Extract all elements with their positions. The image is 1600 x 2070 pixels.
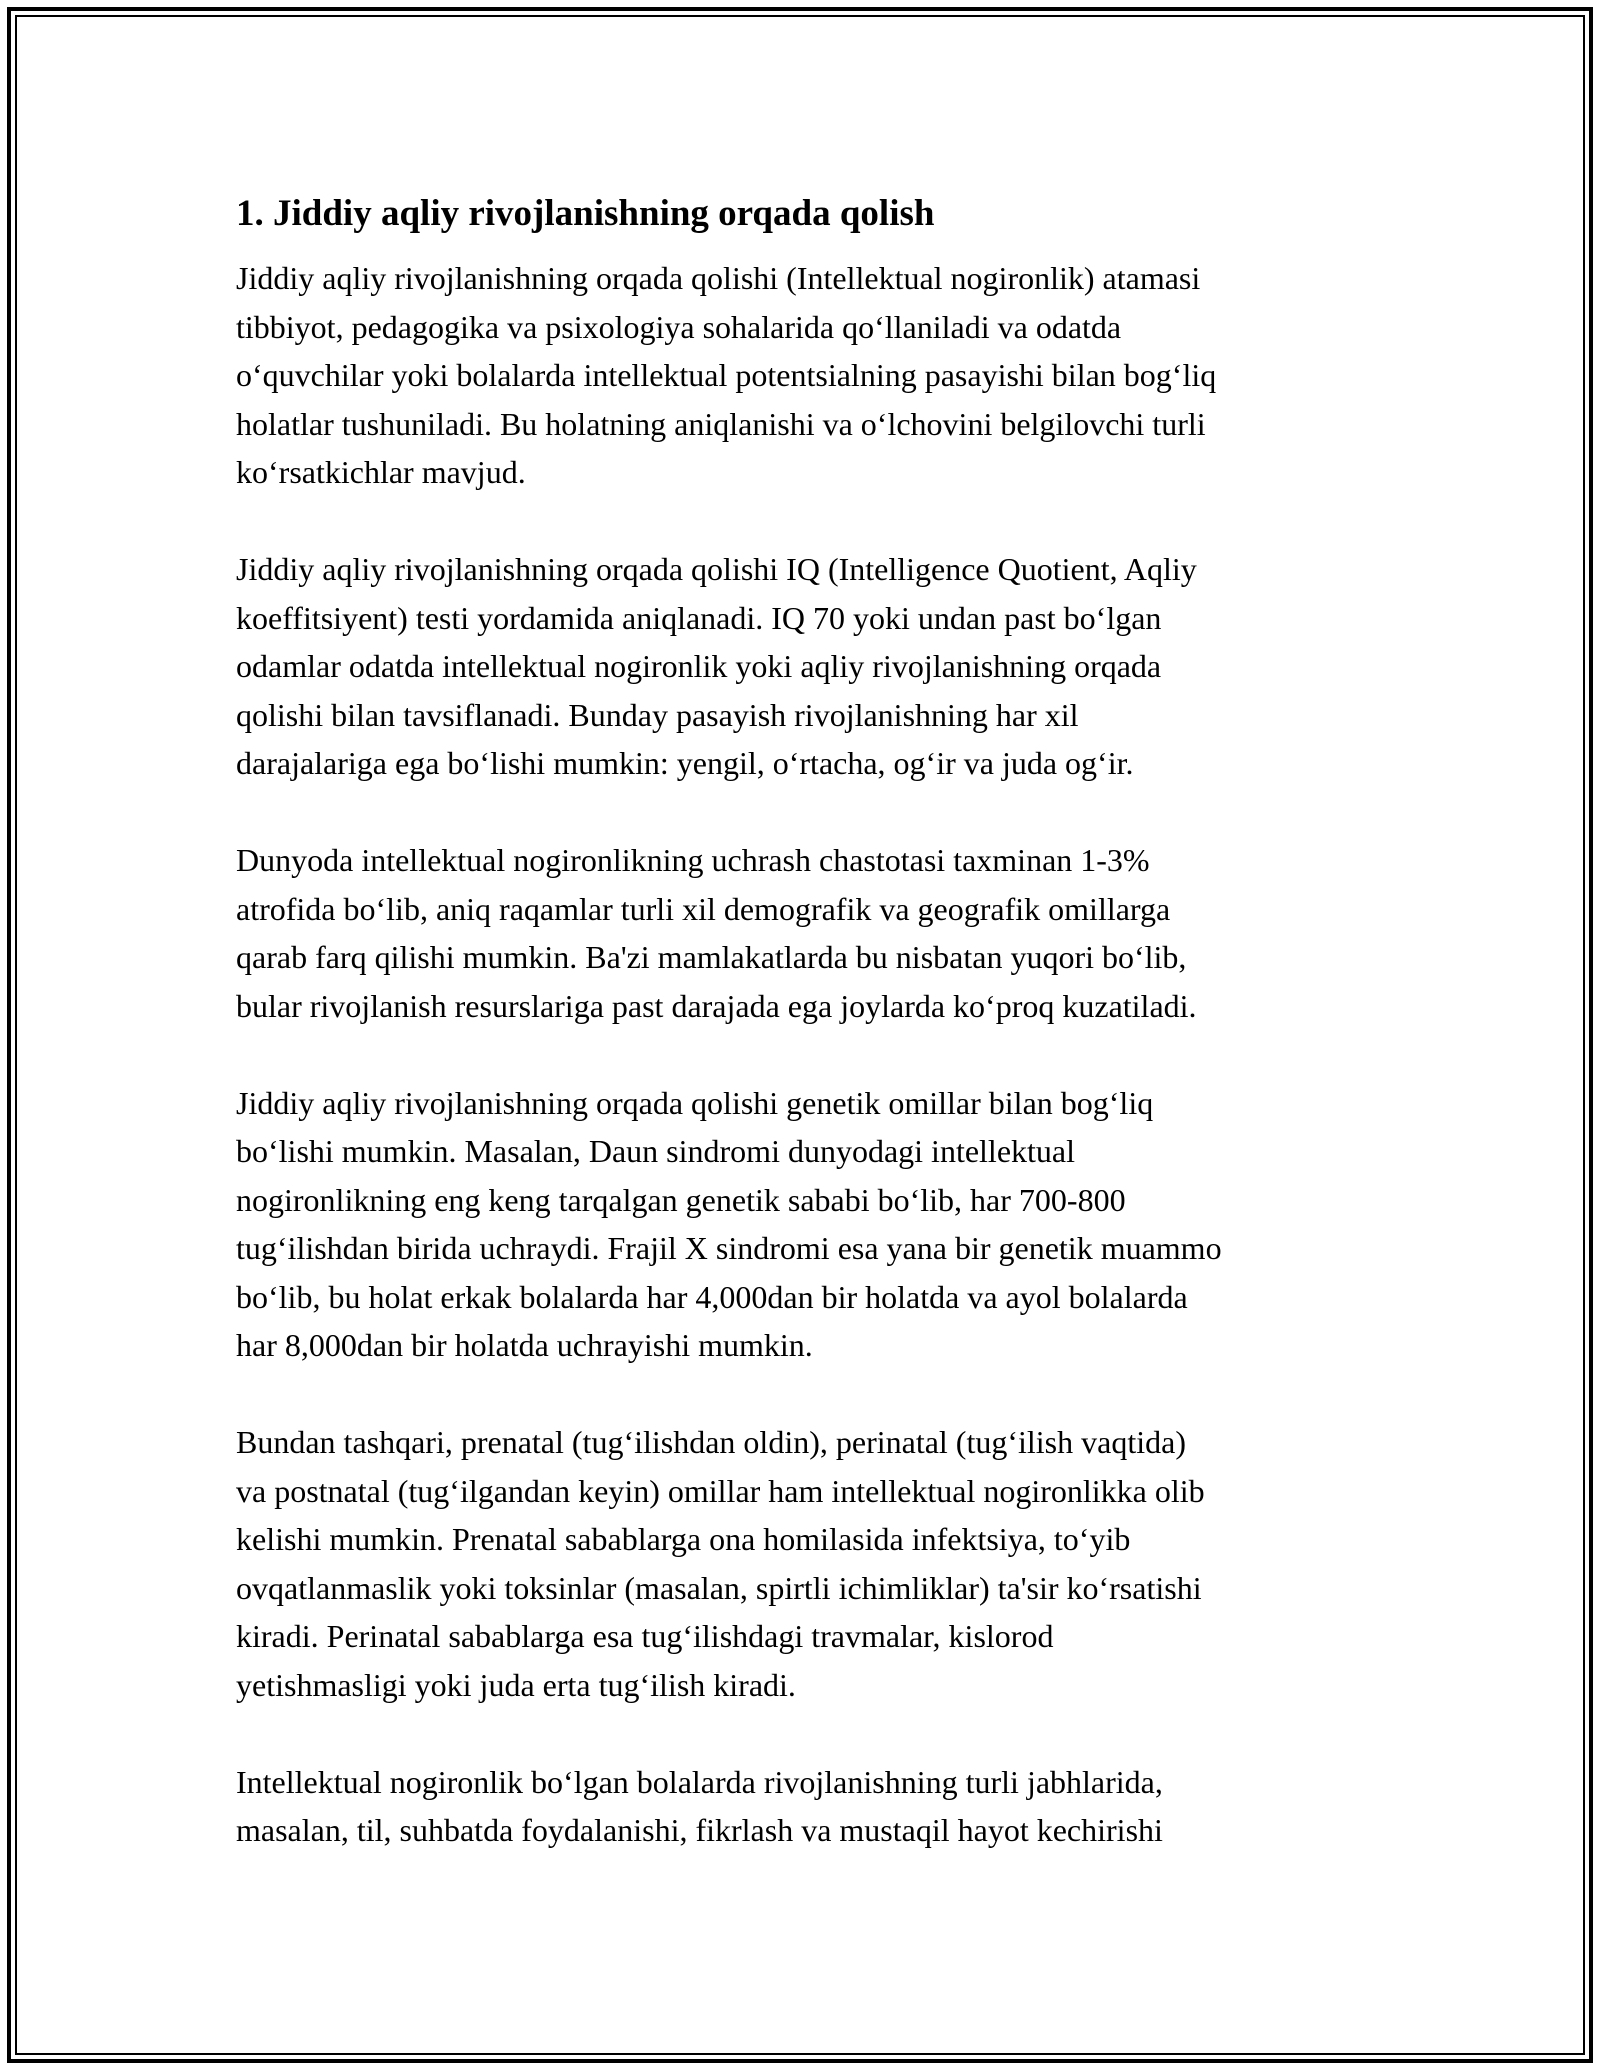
text-line: masalan, til, suhbatda foydalanishi, fikrlash va mustaqil hayot kechirishi <box>236 1812 1163 1848</box>
text-line: atrofida bo‘lib, aniq raqamlar turli xil demografik va geografik omillarga <box>236 890 1171 927</box>
text-line: Dunyoda intellektual nogironlikning uchrash chastotasi taxminan 1-3% <box>236 842 1150 878</box>
text-line: darajalariga ega bo‘lishi mumkin: yengil, o‘rtacha, og‘ir va juda og‘ir. <box>236 745 1134 781</box>
text-line: odamlar odatda intellektual nogironlik yoki aqliy rivojlanishning orqada <box>236 648 1162 684</box>
text-line: ko‘rsatkichlar mavjud. <box>236 454 526 490</box>
text-line: kelishi mumkin. Prenatal sabablarga ona homilasida infektsiya, to‘yib <box>236 1521 1131 1557</box>
document-body <box>236 186 1386 1903</box>
text-line: Jiddiy aqliy rivojlanishning orqada qolishi (Intellektual nogironlik) atamasi <box>236 260 1201 296</box>
text-line: qarab farq qilishi mumkin. Ba'zi mamlakatlarda bu nisbatan yuqori bo‘lib, <box>236 939 1187 975</box>
text-line: qolishi bilan tavsiflanadi. Bunday pasayish rivojlanishning har xil <box>236 696 1079 733</box>
text-line: ovqatlanmaslik yoki toksinlar (masalan, spirtli ichimliklar) ta'sir ko‘rsatishi <box>236 1569 1202 1606</box>
text-line: bo‘lib, bu holat erkak bolalarda har 4,000dan bir holatda va ayol bolalarda <box>236 1278 1188 1315</box>
text-line: Jiddiy aqliy rivojlanishning orqada qolishi genetik omillar bilan bog‘liq <box>236 1084 1154 1121</box>
paragraph-3 <box>236 836 1386 1030</box>
text-line: o‘quvchilar yoki bolalarda intellektual potentsialning pasayishi bilan bog‘liq <box>236 357 1217 393</box>
text-line: Bundan tashqari, prenatal (tug‘ilishdan oldin), perinatal (tug‘ilish vaqtida) <box>236 1424 1186 1460</box>
paragraph-6 <box>236 1758 1386 1855</box>
text-line: nogironlikning eng keng tarqalgan genetik sababi bo‘lib, har 700-800 <box>236 1181 1126 1218</box>
text-line: koeffitsiyent) testi yordamida aniqlanadi. IQ 70 yoki undan past bo‘lgan <box>236 599 1162 636</box>
text-line: har 8,000dan bir holatda uchrayishi mumkin. <box>236 1327 813 1363</box>
text-line: yetishmasligi yoki juda erta tug‘ilish kiradi. <box>236 1666 796 1703</box>
text-line: bo‘lishi mumkin. Masalan, Daun sindromi dunyodagi intellektual <box>236 1133 1075 1169</box>
paragraph-5 <box>236 1418 1386 1709</box>
text-line: bular rivojlanish resurslariga past darajada ega joylarda ko‘proq kuzatiladi. <box>236 987 1197 1024</box>
text-line: Intellektual nogironlik bo‘lgan bolalarda rivojlanishning turli jabhlarida, <box>236 1763 1163 1800</box>
text-line: holatlar tushuniladi. Bu holatning aniqlanishi va o‘lchovini belgilovchi turli <box>236 405 1206 442</box>
paragraph-1 <box>236 254 1386 497</box>
paragraph-2 <box>236 545 1386 788</box>
text-line: va postnatal (tug‘ilgandan keyin) omillar ham intellektual nogironlikka olib <box>236 1472 1205 1509</box>
text-line: tug‘ilishdan birida uchraydi. Frajil X sindromi esa yana bir genetik muammo <box>236 1230 1222 1266</box>
paragraph-4 <box>236 1079 1386 1370</box>
text-line: Jiddiy aqliy rivojlanishning orqada qolishi IQ (Intelligence Quotient, Aqliy <box>236 551 1197 587</box>
section-heading: 1. Jiddiy aqliy rivojlanishning orqada qolish <box>236 193 935 234</box>
text-line: tibbiyot, pedagogika va psixologiya sohalarida qo‘llaniladi va odatda <box>236 308 1122 345</box>
text-line: kiradi. Perinatal sabablarga esa tug‘ilishdagi travmalar, kislorod <box>236 1618 1054 1654</box>
